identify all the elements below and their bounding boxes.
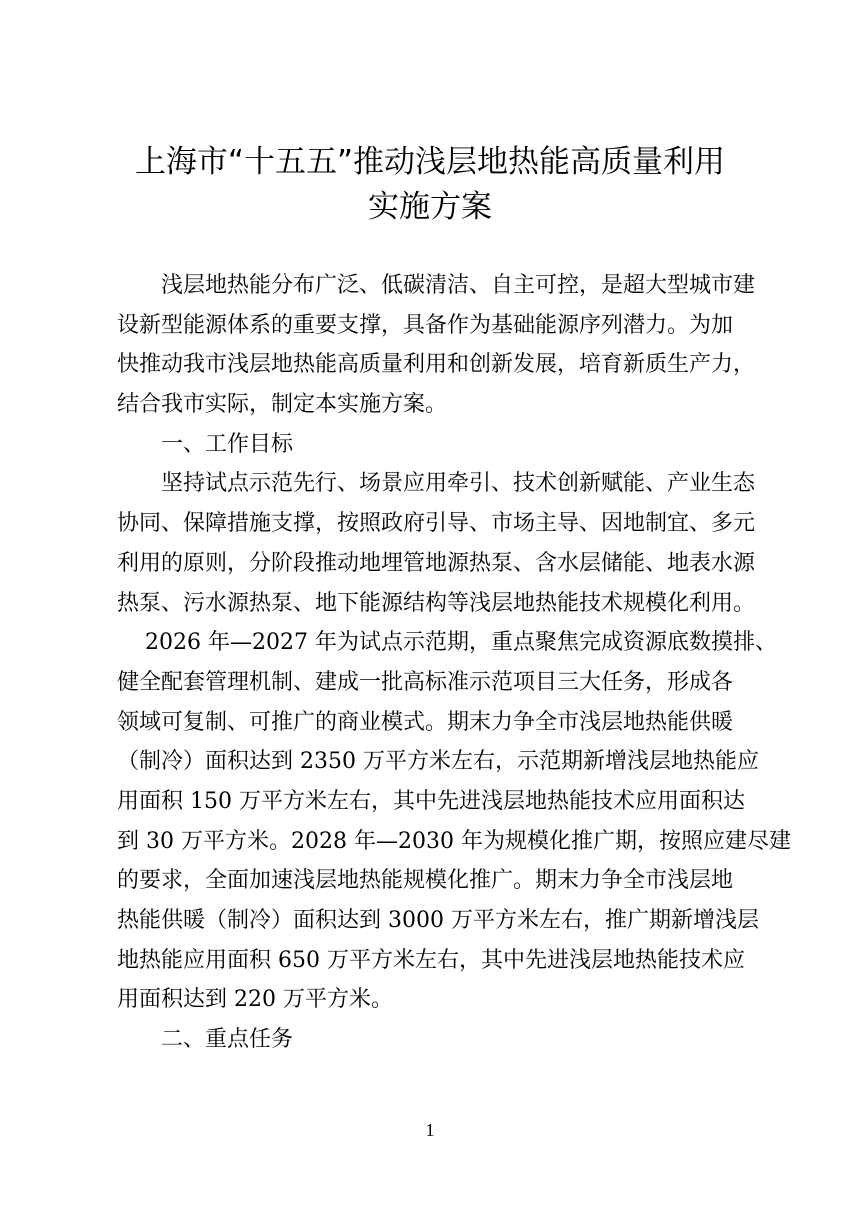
title-line-1: 上海市“十五五”推动浅层地热能高质量利用 (134, 144, 726, 180)
paragraph-line: 利用的原则，分阶段推动地埋管地源热泵、含水层储能、地表水源 (117, 550, 756, 576)
paragraph-line: 协同、保障措施支撑，按照政府引导、市场主导、因地制宜、多元 (117, 511, 756, 537)
title-line-2: 实施方案 (368, 189, 492, 225)
paragraph-line: 浅层地热能分布广泛、低碳清洁、自主可控，是超大型城市建 (161, 273, 756, 298)
document-title (80, 140, 780, 230)
paragraph-line: 结合我市实际，制定本实施方案。 (117, 392, 448, 418)
paragraph-line: 到 30 万平方米。2028 年—2030 年为规模化推广期，按照应建尽建 (117, 828, 791, 854)
section-heading-goals: 一、工作目标 (161, 431, 294, 457)
paragraph-line: 的要求，全面加速浅层地热能规模化推广。期末力争全市浅层地 (117, 868, 734, 894)
paragraph-line: 热泵、污水源热泵、地下能源结构等浅层地热能技术规模化利用。 (117, 590, 756, 616)
paragraph-line: 地热能应用面积 650 万平方米左右，其中先进浅层地热能技术应 (117, 947, 745, 973)
paragraph-line: （制冷）面积达到 2350 万平方米左右，示范期新增浅层地热能应 (117, 749, 759, 775)
paragraph-line: 领域可复制、可推广的商业模式。期末力争全市浅层地热能供暖 (117, 709, 734, 735)
paragraph-line: 设新型能源体系的重要支撑，具备作为基础能源序列潜力。为加 (117, 312, 734, 338)
paragraph-line: 用面积 150 万平方米左右，其中先进浅层地热能技术应用面积达 (117, 788, 745, 814)
paragraph-line: 2026 年—2027 年为试点示范期，重点聚焦完成资源底数摸排、 (145, 630, 777, 656)
paragraph-line: 用面积达到 220 万平方米。 (117, 987, 393, 1013)
paragraph-line: 坚持试点示范先行、场景应用牵引、技术创新赋能、产业生态 (161, 471, 756, 497)
paragraph-line: 快推动我市浅层地热能高质量利用和创新发展，培育新质生产力， (117, 352, 756, 378)
document-body (117, 266, 791, 1060)
page-number: 1 (425, 1120, 435, 1140)
section-heading-tasks: 二、重点任务 (161, 1027, 294, 1053)
paragraph-line: 健全配套管理机制、建成一批高标准示范项目三大任务，形成各 (117, 669, 734, 695)
paragraph-line: 热能供暖（制冷）面积达到 3000 万平方米左右，推广期新增浅层 (117, 908, 759, 933)
